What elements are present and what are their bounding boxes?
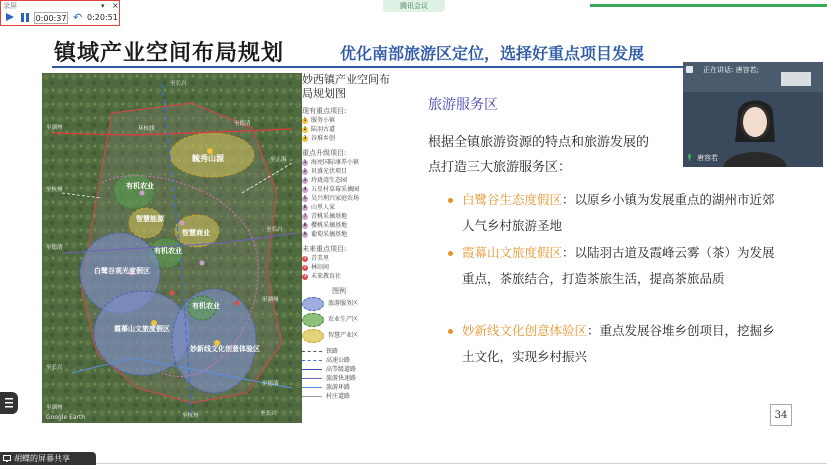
play-icon[interactable] [5,12,15,22]
legend-title: 妙西镇产业空间布局规划图 [302,73,390,100]
legend-upgrade-heading: 重点升级项目: [302,149,347,157]
map-watermark: Google Earth [46,414,86,421]
meeting-status-pill[interactable] [383,0,445,12]
legend-zone-item: 智慧产业区 [302,328,402,344]
screen-recorder-widget[interactable] [0,0,120,26]
participant-video-frame [683,62,823,167]
speaking-indicator: 正在讲话: 唐容若; [703,66,759,74]
zone-label: 霞幕山文旅度假区 [114,325,170,333]
legend-line-item: 高等级道路 [302,365,402,374]
participant-name: 唐容若 [697,154,718,162]
legend-item: 3 玲珑湾生态园 [303,177,348,184]
legend-item: 2 贝盛光伏项目 [303,168,348,175]
road-label: 至长兴 [170,81,187,87]
screen-share-label: 胡蝶的屏幕共享 [14,454,70,463]
zone-label: 妙新线文化创意体验区 [190,345,260,353]
road-label: 至湖州 [46,405,63,411]
meeting-label: 腾讯会议 [400,2,428,10]
legend-item: 2 林田间 [303,264,330,271]
bullet-item-bailugu: 白鹭谷生态度假区：以原乡小镇为发展重点的湖州市近郊人气乡村旅游圣地 [462,192,775,233]
legend-item: 7 青桃采摘基地 [303,213,348,220]
bullet-item-miaoxinxian: 妙新线文化创意体验区：重点发展谷堆乡创项目，挖掘乡土文化，实现乡村振兴 [462,323,775,364]
window-accent-line [590,4,827,7]
road-label: 至长兴 [260,411,277,417]
side-panel-handle[interactable] [0,392,18,414]
legend-existing-heading: 现有重点项目: [302,107,347,115]
road-label: 至德清 [262,381,279,387]
pin-icon[interactable] [686,66,693,73]
undo-icon[interactable]: ↶ [73,11,83,24]
slide-page-number: 34 [770,404,792,426]
map-legend [302,73,402,428]
road-label: 至湖州 [46,125,63,131]
bottom-divider [96,463,827,464]
legend-line-item: 高速公路 [302,356,402,365]
slide-title: 镇域产业空间布局规划 [54,40,285,66]
zone-label: 有机农业 [192,302,220,310]
recorder-total-time: 0:20:51 [87,13,118,22]
zone-label: 白鹭谷观光度假区 [94,267,150,275]
legend-item: 1 海亮国际康养小镇 [303,159,360,166]
bullet-dot [448,329,453,334]
zone-label: 毓秀山源 [192,154,224,163]
participant-video-tile[interactable] [683,62,823,167]
road-label: 环杭线 [138,126,155,132]
planning-map [42,73,302,423]
legend-key-heading: 图例 [332,287,346,295]
legend-item: 2 陆羽古道 [303,126,336,133]
bullet-item-xiamushan: 霞幕山文旅度假区：以陆羽古道及霞峰云雾（茶）为发展重点，茶旅结合，打造茶旅生活，提高茶旅品质 [462,245,775,286]
section-title: 旅游服务区 [428,97,498,113]
legend-line-item: 铁路 [302,347,402,356]
intro-paragraph: 根据全镇旅游资源的特点和旅游发展的 点打造三大旅游服务区： [428,135,650,175]
screen-share-icon [3,455,11,462]
legend-future-heading: 未来重点项目: [302,245,347,253]
road-label: 至德清 [234,121,251,127]
road-label: 至上海 [270,157,287,163]
pause-icon[interactable] [20,13,30,22]
microphone-icon[interactable] [686,154,693,161]
legend-item: 8 樱桃采摘基地 [303,222,348,229]
zone-label: 有机农业 [126,182,154,190]
recorder-label: 录屏 [3,2,17,10]
legend-zone-item: 农业生产区 [302,312,402,328]
title-divider [52,66,742,68]
legend-line-item: 村庄道路 [302,392,402,401]
road-label: 至杭州 [182,413,199,419]
legend-item: 1 服务小镇 [303,117,336,124]
legend-item: 5 吴兴利兴家庭农场 [303,195,360,202]
recorder-menu-icon[interactable]: ▾ [101,2,105,10]
road-label: 至杭州 [46,187,63,193]
bullet-dot [448,251,453,256]
road-label: 至长兴 [46,365,63,371]
legend-item: 6 山里人家 [303,204,336,211]
slide-subtitle: 优化南部旅游区定位，选择好重点项目发展 [340,44,645,63]
legend-item: 3 谷堆乡创 [303,135,336,142]
bullet-dot [448,198,453,203]
legend-item: 4 五星村草莓采摘园 [303,186,360,193]
zone-label: 智慧商业 [182,229,210,237]
road-label: 至长兴 [266,227,283,233]
road-label: 至德清 [46,245,63,251]
legend-line-item: 旅游环路 [302,383,402,392]
legend-line-item: 旅游快速路 [302,374,402,383]
zone-label: 有机农业 [154,247,182,255]
legend-item: 9 葡萄采摘基地 [303,231,348,238]
legend-item: 1 青美里 [303,255,330,262]
list-icon [0,392,18,414]
legend-item: 3 未来教育社 [303,273,342,280]
recorder-elapsed-time: 0:00:37 [35,14,67,23]
recorder-close-icon[interactable]: × [112,1,119,10]
zone-label: 智慧能源 [136,215,164,223]
road-label: 至湖州 [262,297,279,303]
legend-zone-item: 旅游服务区 [302,296,402,312]
